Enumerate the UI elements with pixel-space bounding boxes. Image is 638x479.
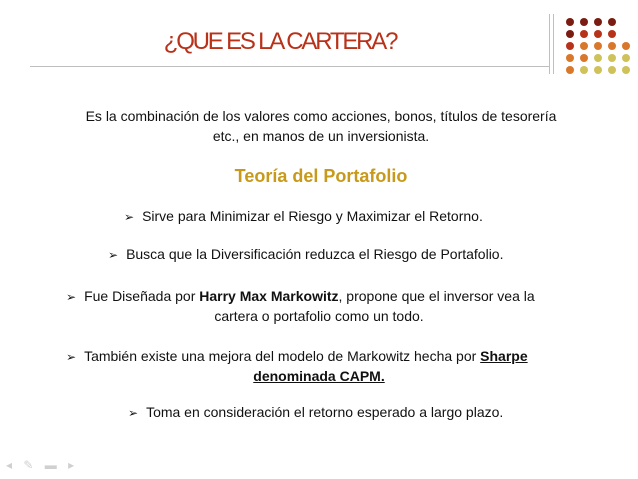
author-name: Sharpe bbox=[480, 348, 528, 364]
dot bbox=[594, 42, 602, 50]
title-divider bbox=[30, 66, 550, 67]
dot bbox=[580, 18, 588, 26]
dot bbox=[580, 30, 588, 38]
bullet-arrow-icon: ➢ bbox=[124, 210, 135, 224]
dot bbox=[622, 42, 630, 50]
dot bbox=[622, 54, 630, 62]
dot bbox=[608, 42, 616, 50]
bullet-item-5 bbox=[128, 402, 503, 423]
bullet-arrow-icon: ➢ bbox=[66, 350, 77, 364]
author-name: Harry Max Markowitz bbox=[199, 288, 339, 304]
dot bbox=[608, 54, 616, 62]
bullet-item-1 bbox=[124, 206, 483, 227]
bullet-item-4-line-2 bbox=[0, 366, 638, 386]
dot bbox=[566, 30, 574, 38]
dot bbox=[594, 66, 602, 74]
dot bbox=[608, 18, 616, 26]
bullet-text: Fue Diseñada por bbox=[84, 288, 200, 304]
dot bbox=[566, 42, 574, 50]
slide-title: ¿QUE ES LA CARTERA? bbox=[163, 28, 397, 55]
bullet-item-2 bbox=[108, 244, 503, 265]
dot bbox=[580, 42, 588, 50]
bullet-item-3 bbox=[66, 286, 535, 307]
dot bbox=[622, 66, 630, 74]
bullet-text: También existe una mejora del modelo de Markowitz hecha por bbox=[84, 348, 481, 364]
dot bbox=[566, 54, 574, 62]
dot bbox=[566, 66, 574, 74]
dot bbox=[608, 30, 616, 38]
model-name: denominada CAPM. bbox=[253, 368, 385, 384]
dot bbox=[594, 30, 602, 38]
dot bbox=[594, 18, 602, 26]
dot bbox=[580, 54, 588, 62]
bullet-arrow-icon: ➢ bbox=[66, 290, 77, 304]
bullet-arrow-icon: ➢ bbox=[108, 248, 119, 262]
bullet-text: , propone que el inversor vea la bbox=[338, 288, 535, 304]
bullet-arrow-icon: ➢ bbox=[128, 406, 139, 420]
intro-line-1: Es la combinación de los valores como acciones, bonos, títulos de tesorería bbox=[85, 108, 557, 124]
section-subtitle: Teoría del Portafolio bbox=[234, 166, 408, 186]
bullet-text: Toma en consideración el retorno esperado a largo plazo. bbox=[146, 404, 504, 420]
slide-nav-controls[interactable]: ◂ ✎ ▬ ▸ bbox=[6, 458, 79, 472]
bullet-item-4 bbox=[66, 346, 528, 367]
intro-line-2: etc., en manos de un inversionista. bbox=[212, 128, 430, 144]
dot bbox=[608, 66, 616, 74]
dot bbox=[566, 18, 574, 26]
bullet-text: Sirve para Minimizar el Riesgo y Maximizar el Retorno. bbox=[142, 208, 483, 224]
dot bbox=[594, 54, 602, 62]
dot bbox=[580, 66, 588, 74]
bullet-text: Busca que la Diversificación reduzca el Riesgo de Portafolio. bbox=[126, 246, 504, 262]
bullet-item-3-line-2: cartera o portafolio como un todo. bbox=[214, 308, 424, 324]
